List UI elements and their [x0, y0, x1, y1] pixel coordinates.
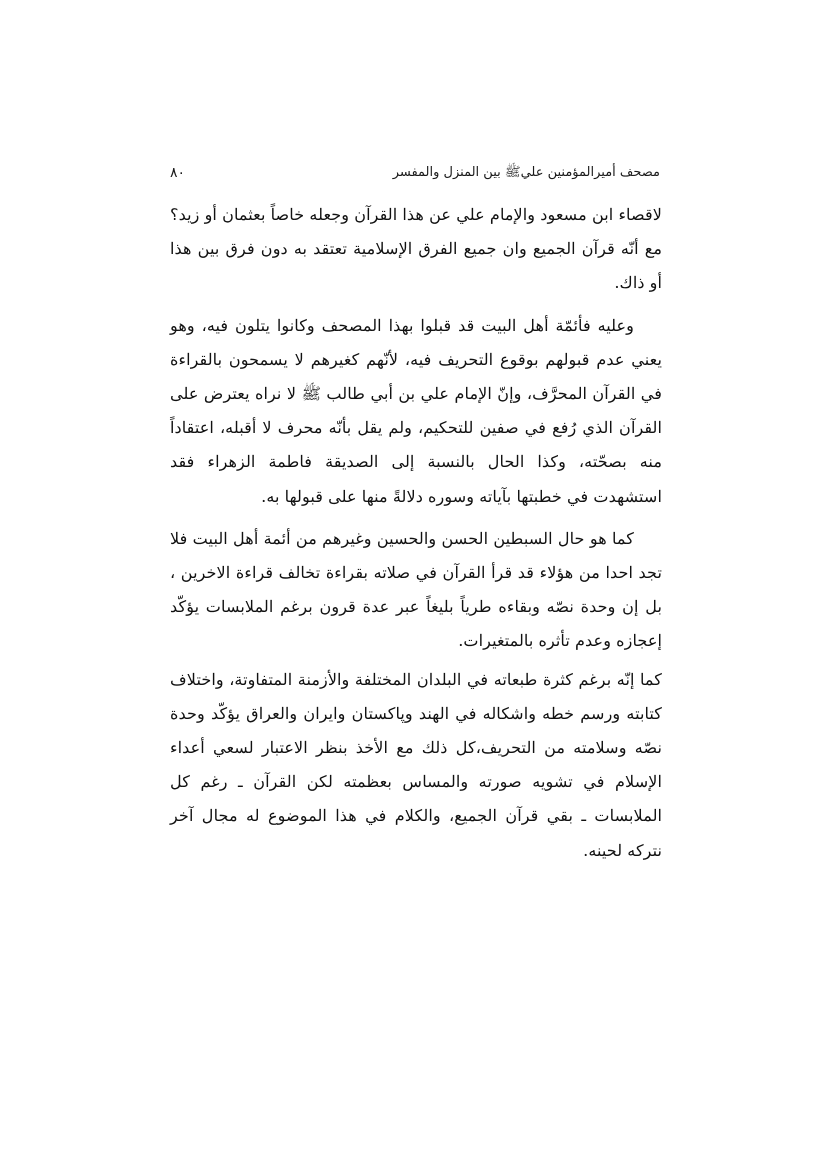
page-number: ٨٠: [170, 165, 186, 181]
paragraph-3: كما هو حال السبطين الحسن والحسين وغيرهم من أئمة أهل البيت فلا تجد احدا من هؤلاء قد قرأ القرآن في صلاته بقراءة تخالف قراءة الاخرين ، بل إن وحدة نصّه وبقاءه طرياً بليغاً عبر عدة قرون برغم الملابسات يؤكّد إعجازه وعدم تأثره بالمتغيرات.: [170, 528, 662, 651]
paragraph-1: لاقصاء ابن مسعود والإمام علي عن هذا القرآن وجعله خاصاً بعثمان أو زيد؟ مع أنّه قرآن الجميع وان جميع الفرق الإسلامية تعتقد به دون فرق بين هذا أو ذاك.: [170, 205, 662, 293]
paragraph-2: وعليه فأئمّة أهل البيت قد قبلوا بهذا المصحف وكانوا يتلون فيه، وهو يعني عدم قبولهم بوقوع التحريف فيه، لأنّهم كغيرهم لا يسمحون بالقراءة في القرآن المحرَّف، وإنّ الإمام علي بن أبي طالب ﷺ لا نراه يعترض على القرآن الذي رُفع في صفين للتحكيم، ولم يقل بأنّه محرف لا أقبله، اعتقاداً منه بصحّته، وكذا الحال بالنسبة إلى الصديقة فاطمة الزهراء فقد استشهدت في خطبتها بآياته وسوره دلالةً منها على قبولها به.: [170, 315, 662, 506]
header-title: مصحف أميرالمؤمنين عليﷺ بين المنزل والمفسر: [392, 164, 660, 180]
running-header: [170, 160, 660, 186]
paragraph-4: كما إنّه برغم كثرة طبعاته في البلدان المختلفة والأزمنة المتفاوتة، واختلاف كتابته ورسم خطه واشكاله في الهند وپاكستان وايران والعراق يؤكّد وحدة نصّه وسلامته من التحريف،كل ذلك مع الأخذ بنظر الاعتبار لسعي أعداء الإسلام في تشويه صورته والمساس بعظمته لكن القرآن ـ رغم كل الملابسات ـ بقي قرآن الجميع، والكلام في هذا الموضوع له مجال آخر نتركه لحينه.: [170, 669, 662, 860]
body-text: [170, 198, 662, 868]
